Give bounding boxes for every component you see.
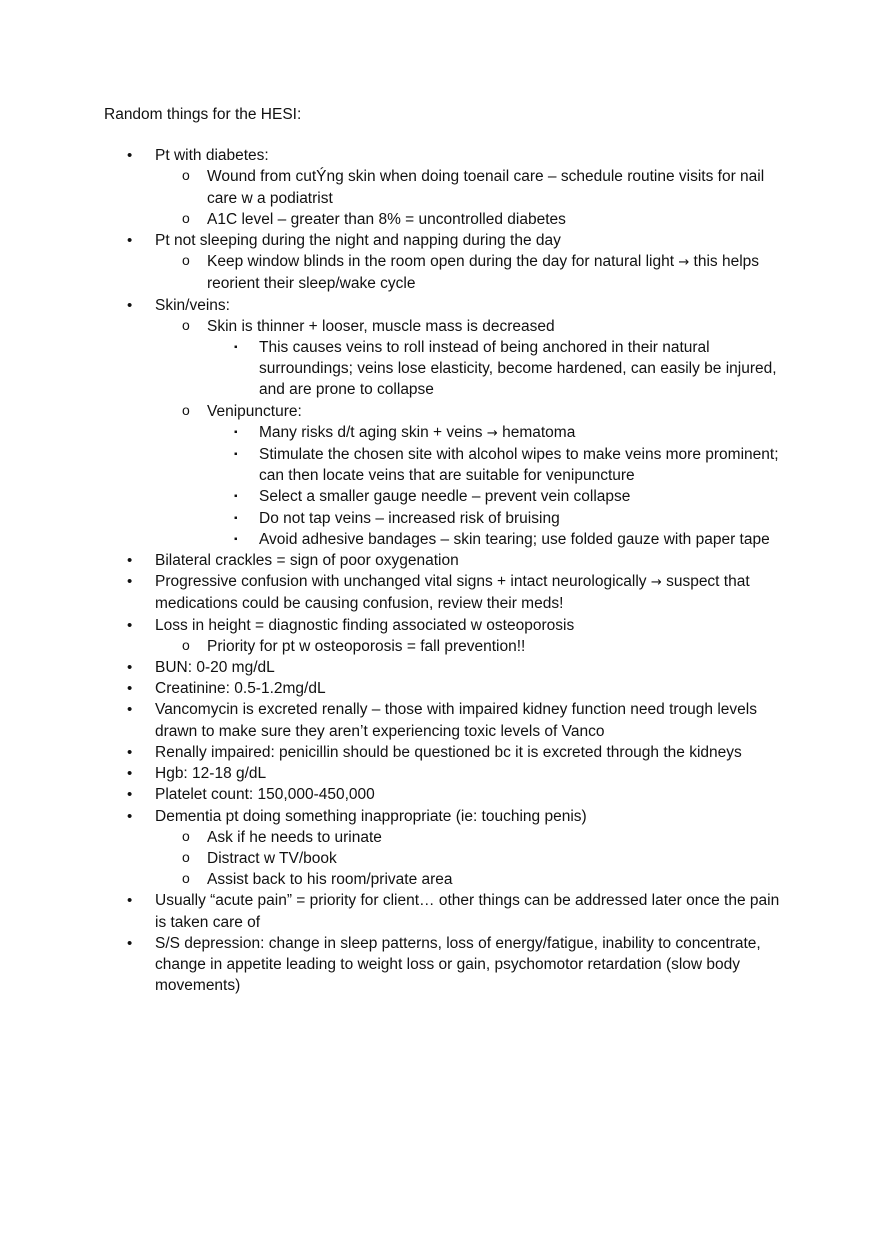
bullet-icon: • [127,232,133,250]
square-bullet-icon: ▪ [234,533,238,545]
bullet-icon: • [127,892,133,910]
sub-list-item-text: A1C level – greater than 8% = uncontrolled diabetes [207,210,566,228]
sub-sub-list-item-text: Do not tap veins – increased risk of bruising [259,509,560,527]
bullet-icon: • [127,296,133,314]
bullet-icon: • [127,147,133,165]
arrow-right-icon: → [486,425,498,441]
sub-list-item [155,401,784,550]
circle-bullet-icon: o [182,827,190,844]
sub-list [155,251,784,294]
document-title: Random things for the HESI: [104,106,302,123]
sub-list-item-text: Venipuncture: [207,402,302,420]
list-item [104,784,784,805]
sub-sub-list-item-text-before: Many risks d/t aging skin + veins [259,423,487,441]
bullet-icon: • [127,573,133,591]
list-item [104,678,784,699]
list-item [104,933,784,997]
list-item-text: Renally impaired: penicillin should be questioned bc it is excreted through the kidneys [155,743,742,761]
sub-sub-list [207,422,784,550]
list-item-text: Platelet count: 150,000-450,000 [155,786,375,804]
list-item [104,615,784,657]
sub-list-item [155,166,784,208]
list-item [104,890,784,932]
square-bullet-icon: ▪ [234,449,238,461]
bullet-icon: • [127,616,133,634]
list-item [104,699,784,741]
sub-list-item-text-before: Keep window blinds in the room open during the day for natural light [207,253,679,271]
list-item [104,145,784,230]
sub-list [155,636,784,657]
square-bullet-icon: ▪ [234,491,238,503]
sub-sub-list-item [207,337,784,401]
sub-sub-list-item-text-after: hematoma [497,423,576,441]
circle-bullet-icon: o [182,636,190,653]
list-item-text: Bilateral crackles = sign of poor oxygenation [155,552,459,570]
sub-list-item [155,869,784,890]
list-item-text-before: Progressive confusion with unchanged vital signs + intact neurologically [155,573,651,591]
sub-list-item [155,209,784,230]
list-item-text: Loss in height = diagnostic finding associated w osteoporosis [155,616,575,634]
sub-sub-list-item [207,508,784,529]
list-item [104,571,784,614]
bullet-icon: • [127,807,133,825]
sub-list-item [155,848,784,869]
sub-sub-list-item-text: Stimulate the chosen site with alcohol wipes to make veins more prominent; can then locate veins that are suitable for venipuncture [259,446,779,485]
circle-bullet-icon: o [182,167,190,184]
arrow-right-icon: → [678,255,690,271]
sub-list [155,166,784,230]
square-bullet-icon: ▪ [234,512,238,524]
list-item-text: Pt not sleeping during the night and napping during the day [155,232,561,250]
list-item-text: S/S depression: change in sleep patterns, loss of energy/fatigue, inability to concentrate, change in appetite leading to weight loss or gain, psychomotor retardation (slow body movements) [155,934,761,995]
list-item [104,295,784,550]
bullet-icon: • [127,701,133,719]
bullet-icon: • [127,552,133,570]
bullet-icon: • [127,680,133,698]
square-bullet-icon: ▪ [234,342,238,354]
sub-sub-list-item [207,486,784,507]
sub-list-item-text: Assist back to his room/private area [207,871,453,889]
bullet-icon: • [127,786,133,804]
arrow-right-icon: → [650,575,662,591]
list-item-text: Creatinine: 0.5-1.2mg/dL [155,680,326,698]
circle-bullet-icon: o [182,252,190,269]
sub-list-item-text: Distract w TV/book [207,849,337,867]
sub-sub-list-item [207,529,784,550]
list-item-text: BUN: 0-20 mg/dL [155,659,275,677]
list-item-text-after: suspect that medications could be causing confusion, review their meds! [155,573,750,613]
sub-sub-list-item-text: Select a smaller gauge needle – prevent vein collapse [259,488,631,506]
circle-bullet-icon: o [182,401,190,418]
square-bullet-icon: ▪ [234,426,238,438]
sub-list-item-text: Priority for pt w osteoporosis = fall prevention!! [207,637,526,655]
bullet-icon: • [127,659,133,677]
list-item [104,550,784,571]
list-item-text: Usually “acute pain” = priority for client… other things can be addressed later once the pain is taken care of [155,892,780,931]
sub-list-item-text: Wound from cutÝng skin when doing toenail care – schedule routine visits for nail care w a podiatrist [207,168,765,207]
circle-bullet-icon: o [182,848,190,865]
list-item [104,230,784,295]
list-item-text: Skin/veins: [155,296,230,314]
sub-sub-list-item [207,444,784,486]
notes-list [104,145,784,996]
document-page [104,104,784,996]
list-item-text: Vancomycin is excreted renally – those with impaired kidney function need trough levels drawn to make sure they aren’t experiencing toxic levels of Vanco [155,701,757,740]
sub-list-item-text-after: this helps reorient their sleep/wake cycle [207,253,760,293]
circle-bullet-icon: o [182,870,190,887]
list-item [104,763,784,784]
bullet-icon: • [127,743,133,761]
bullet-icon: • [127,765,133,783]
sub-list-item [155,827,784,848]
list-item [104,806,784,891]
sub-list [155,827,784,891]
list-item [104,742,784,763]
list-item-text: Pt with diabetes: [155,147,269,165]
sub-list [155,316,784,550]
sub-list-item [155,316,784,401]
list-item-text: Hgb: 12-18 g/dL [155,765,267,783]
sub-sub-list [207,337,784,401]
bullet-icon: • [127,934,133,952]
circle-bullet-icon: o [182,316,190,333]
sub-sub-list-item-text: This causes veins to roll instead of being anchored in their natural surroundings; veins lose elasticity, become hardened, can easily be injured, and are prone to collapse [259,339,777,399]
list-item-text: Dementia pt doing something inappropriate (ie: touching penis) [155,807,587,825]
sub-list-item-text: Ask if he needs to urinate [207,828,382,846]
list-item [104,657,784,678]
sub-list-item [155,251,784,294]
sub-list-item-text: Skin is thinner + looser, muscle mass is decreased [207,317,555,335]
sub-list-item [155,636,784,657]
sub-sub-list-item-text: Avoid adhesive bandages – skin tearing; use folded gauze with paper tape [259,530,770,548]
sub-sub-list-item [207,422,784,444]
circle-bullet-icon: o [182,209,190,226]
